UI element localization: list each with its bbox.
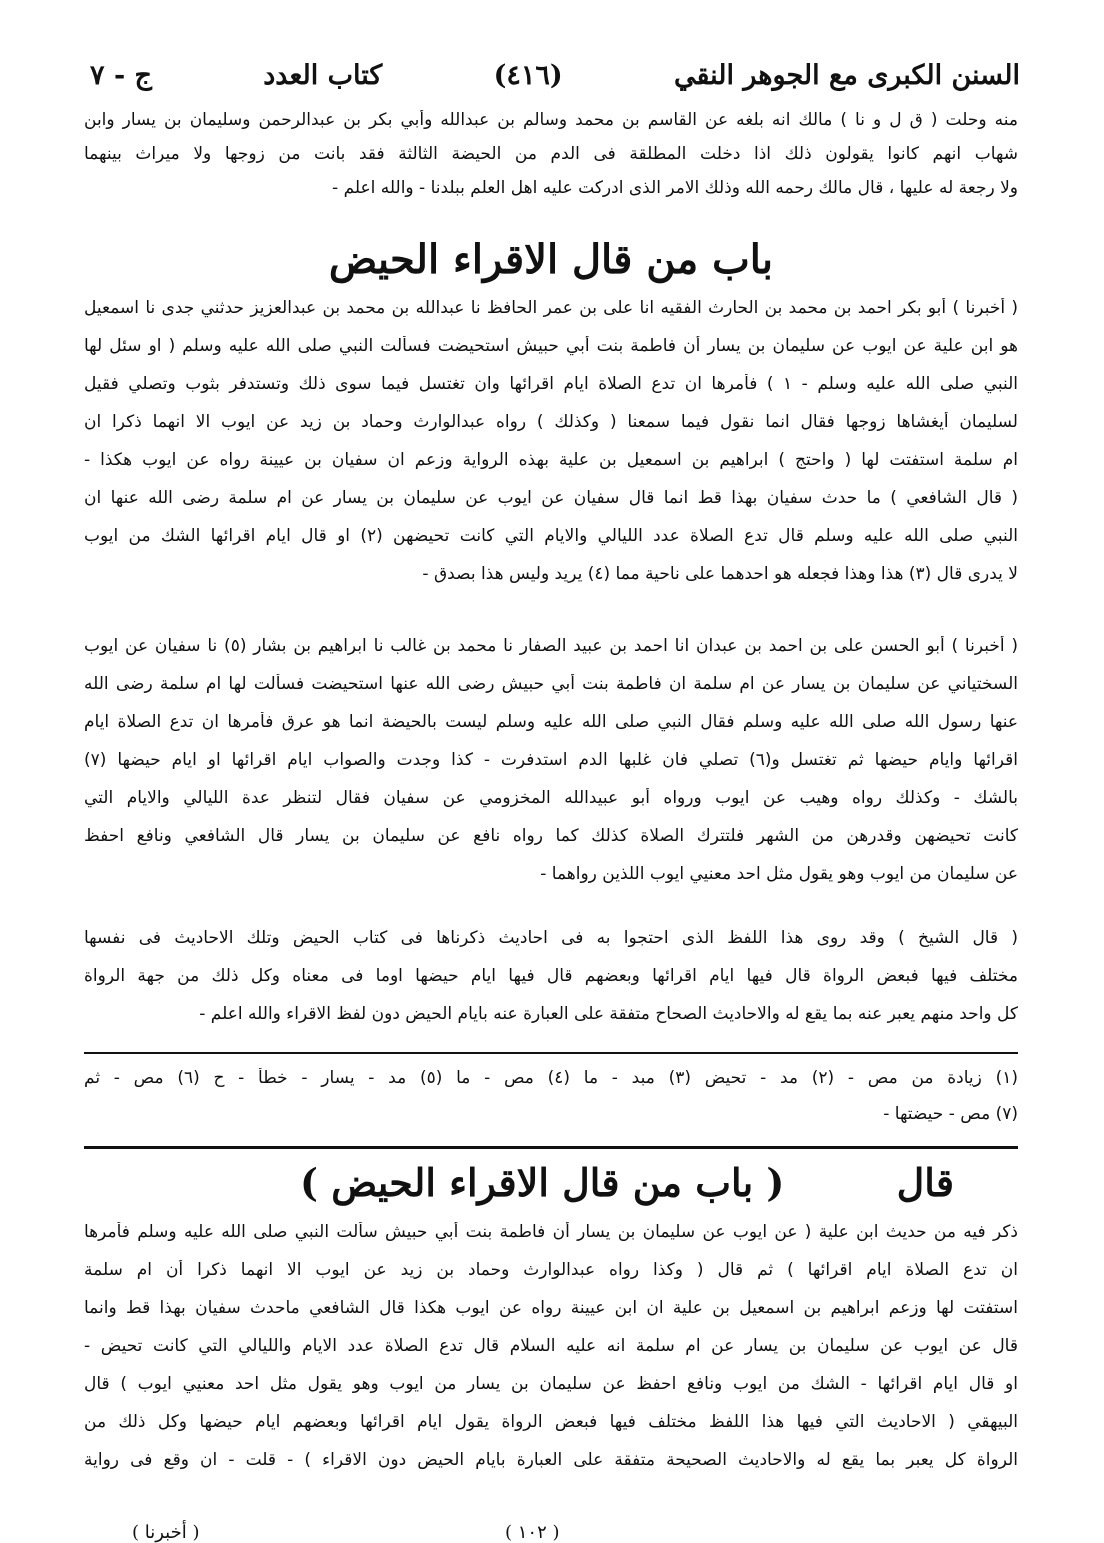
text-line: البيهقي ( الاحاديث التي فيها هذا اللفظ مختلف فيها فبعض الرواة يقول ايام اقرائها وبعضهم ايام حيضها وكل ذلك من <box>84 1412 1018 1432</box>
text-line: بالشك - وكذلك رواه وهيب عن ايوب ورواه أبو عبيدالله المخزومي عن سفيان فقال لتنظر عدة الليالي والايام التي <box>84 788 1018 808</box>
text-line: الرواة كل يعبر بما يقع له والاحاديث الصحيحة متفقة على العبارة بايام الحيض دون الاقراء ) - قلت - ان وقع فى رواية <box>84 1450 1018 1470</box>
text-line: ( أخبرنا ) أبو بكر احمد بن محمد بن الحارث الفقيه انا على بن عمر الحافظ نا عبدالله بن محمد بن عبدالعزيز حدثني جدى نا اسمعيل <box>84 298 1018 318</box>
volume-label: ج - ٧ <box>90 59 152 91</box>
hadith-paragraph-2 <box>84 636 1018 902</box>
text-line: ( قال الشافعي ) ما حدث سفيان بهذا قط انما قال سفيان عن ايوب عن سليمان بن يسار عن ام سلمة رضى الله عنها ان <box>84 488 1018 508</box>
text-line: ذكر فيه من حديث ابن علية ( عن ايوب عن سليمان بن يسار أن فاطمة بنت أبي حبيش سألت النبي صلى الله عليه وسلم فأمرها <box>84 1222 1018 1242</box>
text-line: او قال ايام اقرائها - الشك من ايوب ونافع احفظ عن سليمان بن يسار من ايوب وهو يقول مثل احد معنيي ايوب ) قال <box>84 1374 1018 1394</box>
text-line: منه وحلت ( ق ل و نا ) مالك انه بلغه عن القاسم بن محمد وسالم بن عبدالله وأبي بكر بن عبدالرحمن وسليمان بن يسار وابن <box>84 110 1018 130</box>
text-line: النبي صلى الله عليه وسلم - ١ ) فأمرها ان تدع الصلاة ايام اقرائها وان تغتسل فيما سوى ذلك وتستدفر بثوب وتصلي فقيل <box>84 374 1018 394</box>
footer-catchword: ( أخبرنا ) <box>132 1522 200 1543</box>
chapter-heading: باب من قال الاقراء الحيض <box>328 236 774 283</box>
footnote-divider <box>84 1052 1018 1054</box>
text-line: كل واحد منهم يعبر عنه بما يقع له والاحاديث الصحاح متفقة على العبارة عنه بايام الحيض دون لفظ الاقراء والله اعلم - <box>199 1004 1018 1024</box>
book-title: السنن الكبرى مع الجوهر النقي <box>673 59 1020 91</box>
qal-label: قال <box>896 1160 954 1205</box>
text-line: لسليمان أيغشاها زوجها فقال انما نقول فيما سمعنا ( وكذلك ) رواه عبدالوارث وحماد بن زيد عن ايوب الا انهما ذكرا ان <box>84 412 1018 432</box>
text-line: هو ابن علية عن ايوب عن سليمان بن يسار أن فاطمة بنت أبي حبيش استحيضت فسألت النبي صلى الله عليه وسلم ( او سئل لها <box>84 336 1018 356</box>
text-line: ام سلمة استفتت لها ( واحتج ) ابراهيم بن اسمعيل بن علية بهذه الرواية وزعم ان سفيان بن عيينة رواه عن ايوب هكذا - <box>84 450 1018 470</box>
commentary-divider <box>84 1146 1018 1149</box>
text-line: مختلف فيها فبعض الرواة قال فيها ايام اقرائها وبعضهم قال فيها ايام حيضها اوما فى معناه وكل ذلك من جهة الرواة <box>84 966 1018 986</box>
opening-paragraph <box>84 110 1018 212</box>
text-line: عنها رسول الله صلى الله عليه وسلم فقال النبي صلى الله عليه وسلم ليست بالحيضة انما هو عرق فأمرها ان تدع الصلاة ايام <box>84 712 1018 732</box>
text-line: ان تدع الصلاة ايام اقرائها ) ثم قال ( وكذا رواه عبدالوارث وحماد بن زيد عن ايوب الا انهما ذكرا أن ام سلمة <box>84 1260 1018 1280</box>
text-line: ولا رجعة له عليها ، قال مالك رحمه الله وذلك الامر الذى ادركت عليه اهل العلم ببلدنا - والله اعلم - <box>332 178 1018 198</box>
hadith-paragraph-1 <box>84 298 1018 602</box>
jawhar-commentary <box>84 1222 1018 1488</box>
text-line: عن سليمان من ايوب وهو يقول مثل احد معنيي ايوب اللذين رواهما - <box>540 864 1018 884</box>
text-line: النبي صلى الله عليه وسلم قال تدع الصلاة عدد الليالي والايام التي كانت تحيضهن (٢) او قال ايام اقرائها الشك من ايوب <box>84 526 1018 546</box>
text-line: لا يدرى قال (٣) هذا وهذا فجعله هو احدهما على ناحية مما (٤) يريد وليس هذا بصدق - <box>422 564 1018 584</box>
text-line: كانت تحيضهن وقدرهن من الشهر فلتترك الصلاة كذلك كما رواه نافع عن سليمان بن يسار قال الشافعي ونافع احفظ <box>84 826 1018 846</box>
footnote-line: (١) زيادة من مص - (٢) مد - تحيض (٣) مبد - ما (٤) مص - ما (٥) مد - يسار - خطأ - ح (٦) مص - ثم <box>84 1068 1018 1088</box>
text-line: استفتت لها وزعم ابراهيم بن اسمعيل بن علية ان ابن عيينة رواه عن ايوب هكذا قال الشافعي ماحدث سفيان بهذا قط وانما <box>84 1298 1018 1318</box>
commentary-heading: ( باب من قال الاقراء الحيض ) <box>300 1160 785 1205</box>
footnotes <box>84 1068 1018 1140</box>
footnote-line: (٧) مص - حيضتها - <box>883 1104 1018 1124</box>
footer-page-number: ( ١٠٢ ) <box>505 1522 560 1543</box>
text-line: السختياني عن سليمان بن يسار عن ام سلمة ان فاطمة بنت أبي حبيش رضى الله عنها استحيضت فسألت لها ام سلمة رضى الله <box>84 674 1018 694</box>
text-line: قال عن ايوب عن سليمان بن يسار عن ام سلمة انه عليه السلام قال تدع الصلاة عدد الايام والليالي التي كانت تحيض - <box>84 1336 1018 1356</box>
text-line: ( أخبرنا ) أبو الحسن على بن احمد بن عبدان انا احمد بن عبيد الصفار نا محمد بن غالب نا ابراهيم بن بشار (٥) نا سفيان عن ايوب <box>84 636 1018 656</box>
text-line: ( قال الشيخ ) وقد روى هذا اللفظ الذى احتجوا به فى احاديث ذكرناها فى كتاب الحيض وتلك الاحاديث فى نفسها <box>84 928 1018 948</box>
chapter-title: كتاب العدد <box>263 59 383 91</box>
commentary-paragraph <box>84 928 1018 1042</box>
page-number: (٤١٦) <box>493 59 563 91</box>
text-line: شهاب انهم كانوا يقولون ذلك اذا دخلت المطلقة فى الدم من الحيضة الثالثة فقد بانت من زوجها ولا ميراث بينهما <box>84 144 1018 164</box>
running-header <box>90 50 1020 100</box>
text-line: اقرائها وايام حيضها ثم تغتسل و(٦) تصلي فان غلبها الدم استدفرت - كذا وجدت والصواب ايام اقرائها او ايام حيضها (٧) <box>84 750 1018 770</box>
